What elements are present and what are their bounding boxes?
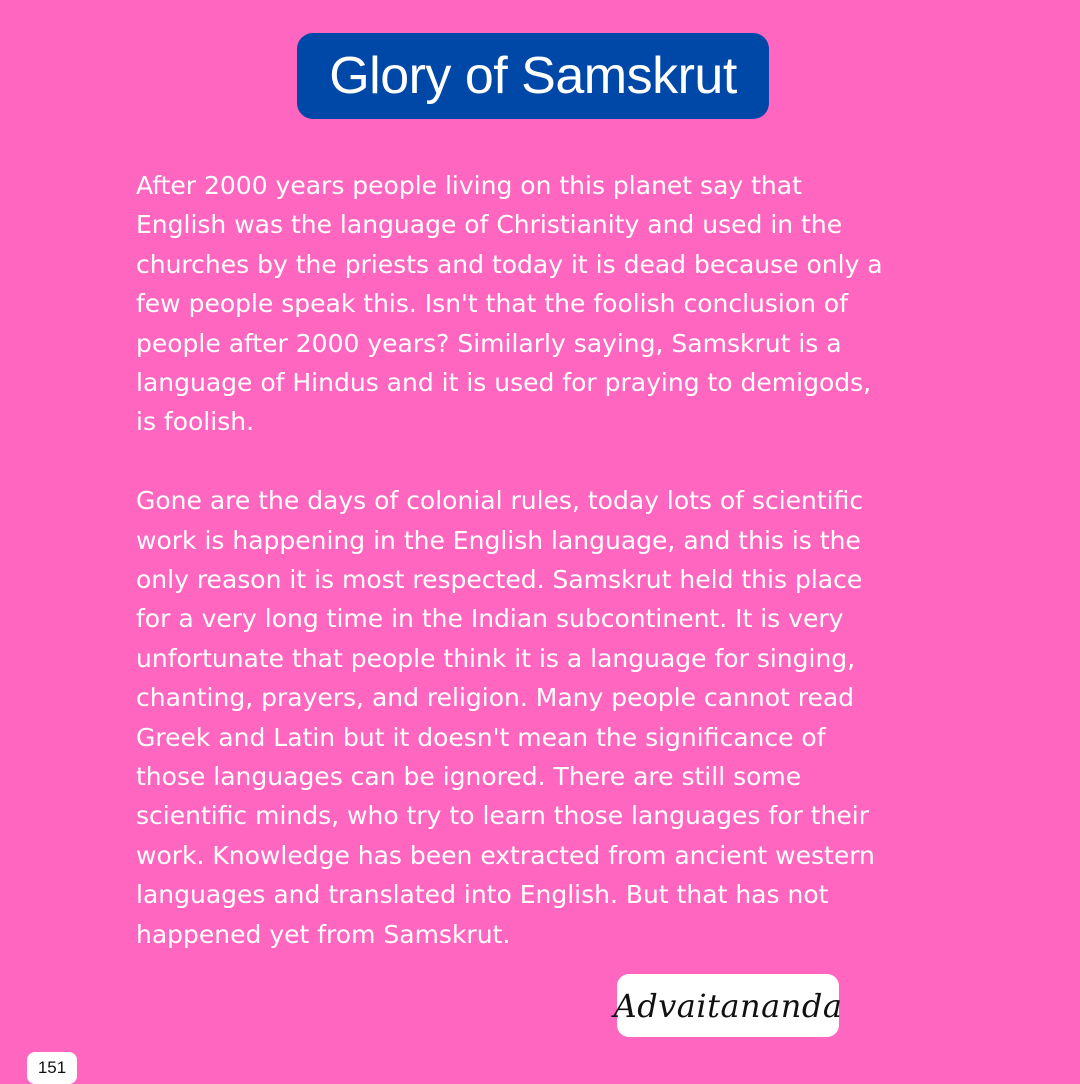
text-line: few people speak this. Isn't that the foolish conclusion of [136, 289, 849, 319]
title-banner [297, 33, 769, 119]
text-line: churches by the priests and today it is dead because only a [136, 249, 883, 279]
text-line: unfortunate that people think it is a language for singing, [136, 643, 856, 673]
text-line: only reason it is most respected. Samskrut held this place [136, 565, 863, 595]
text-line: scientific minds, who try to learn those languages for their [136, 801, 869, 831]
text-line: chanting, prayers, and religion. Many people cannot read [136, 683, 855, 713]
text-line: people after 2000 years? Similarly saying, Samskrut is a [136, 328, 842, 358]
author-signature: Advaitananda [613, 986, 843, 1025]
text-line: work is happening in the English language, and this is the [136, 525, 861, 555]
text-line: for a very long time in the Indian subcontinent. It is very [136, 604, 844, 634]
text-line: After 2000 years people living on this planet say that [136, 171, 802, 200]
text-line: languages and translated into English. But that has not [136, 880, 829, 910]
text-line: Greek and Latin but it doesn't mean the significance of [136, 722, 826, 752]
text-line: happened yet from Samskrut. [136, 919, 511, 949]
text-line: those languages can be ignored. There are still some [136, 762, 802, 792]
text-line: language of Hindus and it is used for praying to demigods, [136, 368, 872, 398]
page-title: Glory of Samskrut [329, 47, 737, 105]
paragraph-2 [136, 481, 976, 954]
paragraph-1 [136, 166, 976, 442]
text-line: work. Knowledge has been extracted from ancient western [136, 840, 875, 870]
page-number: 151 [37, 1058, 67, 1077]
signature-badge [613, 974, 843, 1037]
article-body [136, 166, 976, 994]
page-number-badge [27, 1052, 77, 1084]
text-line: Gone are the days of colonial rules, today lots of scientific [136, 486, 864, 516]
text-line: is foolish. [136, 407, 255, 437]
text-line: English was the language of Christianity and used in the [136, 210, 843, 240]
